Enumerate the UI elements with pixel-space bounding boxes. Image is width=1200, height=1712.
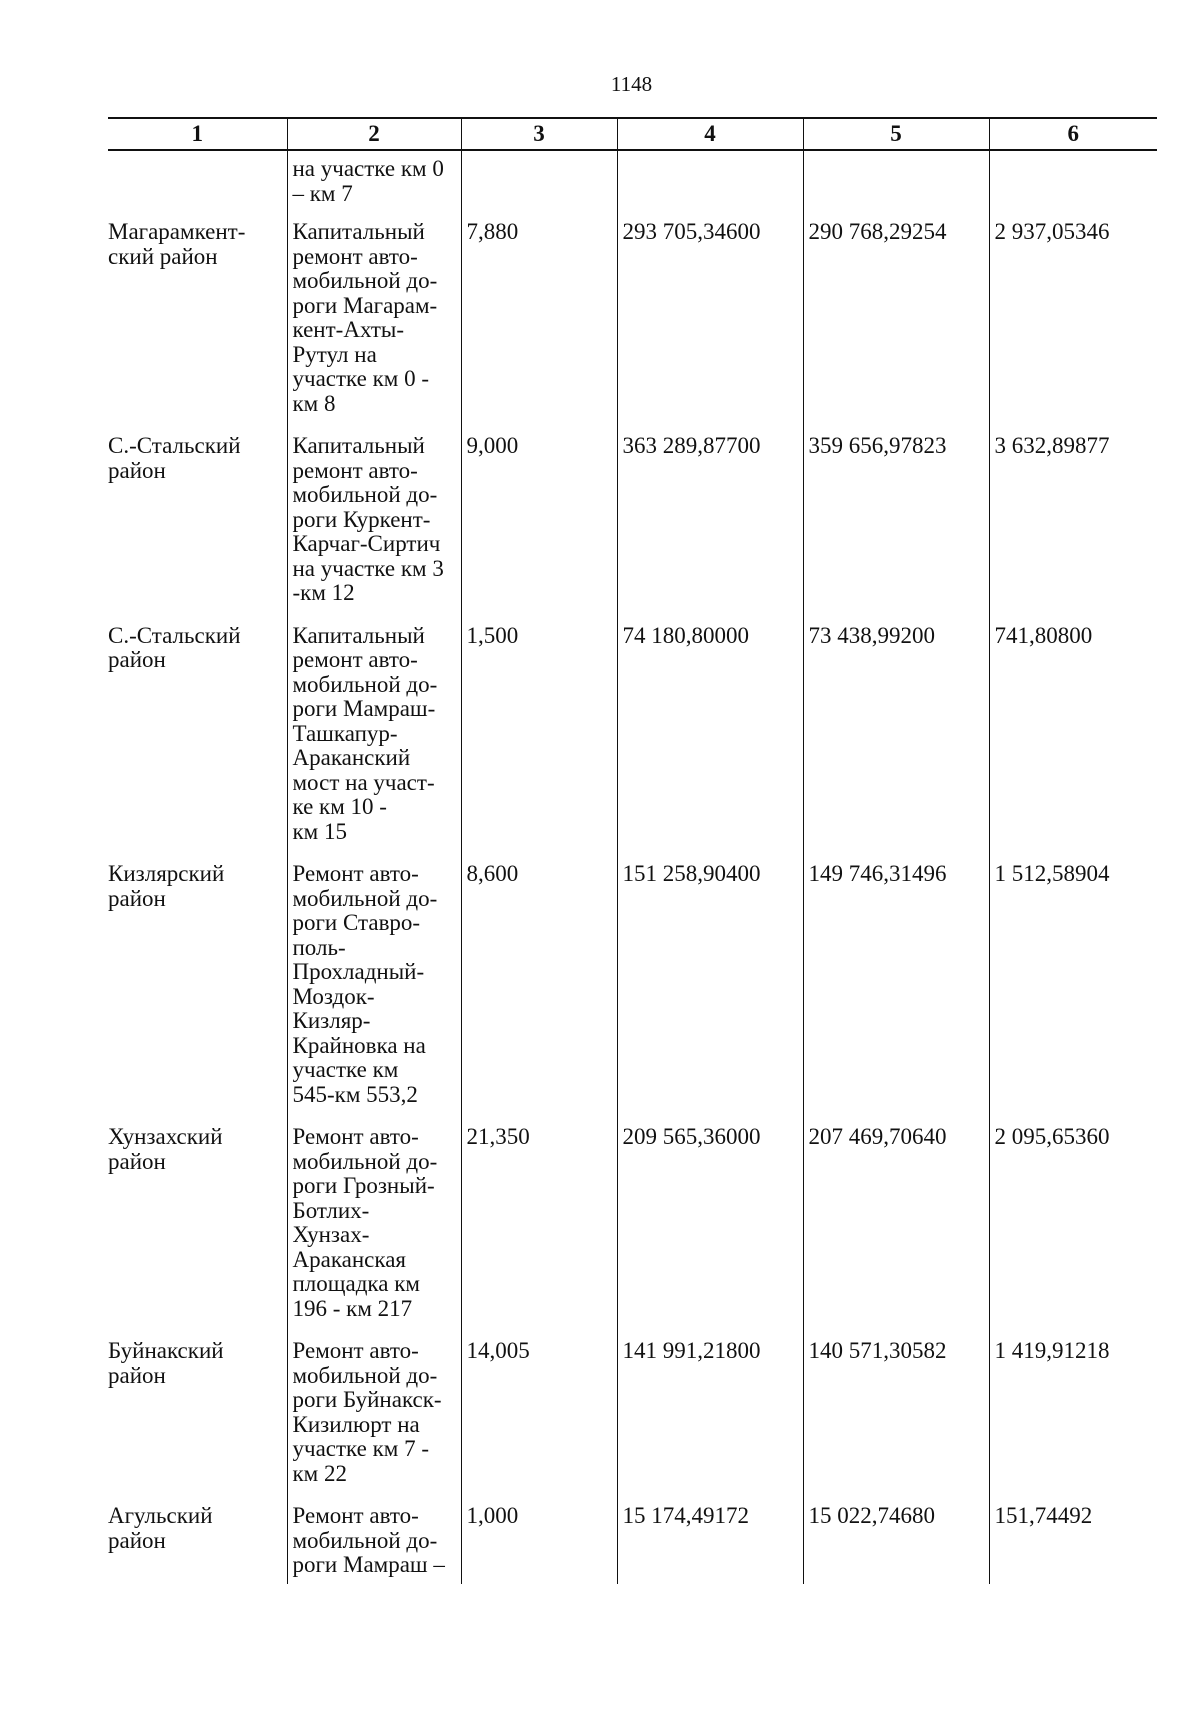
federal-cost-cell: 290 768,29254 <box>803 220 989 434</box>
length-cell: 9,000 <box>461 434 617 624</box>
total-cost-cell: 15 174,49172 <box>617 1504 803 1584</box>
description-cell: Ремонт авто- мобильной до- роги Буйнакск- Кизилюрт на участке км 7 - км 22 <box>287 1339 461 1504</box>
total-cost-cell: 363 289,87700 <box>617 434 803 624</box>
table-row <box>108 1339 1157 1504</box>
regional-cost-cell: 2 937,05346 <box>989 220 1157 434</box>
federal-cost-cell: 15 022,74680 <box>803 1504 989 1584</box>
total-cost-cell: 151 258,90400 <box>617 862 803 1125</box>
regional-cost-cell: 3 632,89877 <box>989 434 1157 624</box>
table-row <box>108 434 1157 624</box>
description-cell: Ремонт авто- мобильной до- роги Мамраш – <box>287 1504 461 1584</box>
total-cost-cell: 293 705,34600 <box>617 220 803 434</box>
column-header-4: 4 <box>617 118 803 150</box>
length-cell: 14,005 <box>461 1339 617 1504</box>
description-cell: Ремонт авто- мобильной до- роги Ставро- поль- Прохладный- Моздок- Кизляр- Крайновка на участке км 545-км 553,2 <box>287 862 461 1125</box>
description-cell: Капитальный ремонт авто- мобильной до- роги Мамраш- Ташкапур- Араканский мост на участ- ке км 10 - км 15 <box>287 624 461 863</box>
road-repair-table <box>108 117 1157 1584</box>
regional-cost-cell: 151,74492 <box>989 1504 1157 1584</box>
length-cell: 7,880 <box>461 220 617 434</box>
regional-cost-cell: 2 095,65360 <box>989 1125 1157 1339</box>
length-cell <box>461 150 617 220</box>
federal-cost-cell: 359 656,97823 <box>803 434 989 624</box>
page-number: 1148 <box>610 72 653 96</box>
length-cell: 1,000 <box>461 1504 617 1584</box>
total-cost-cell: 141 991,21800 <box>617 1339 803 1504</box>
district-cell: С.-Стальский район <box>108 434 241 483</box>
column-header-3: 3 <box>461 118 617 150</box>
district-cell <box>108 150 287 220</box>
federal-cost-cell: 73 438,99200 <box>803 624 989 863</box>
description-cell: на участке км 0 – км 7 <box>287 150 461 220</box>
district-cell: С.-Стальский район <box>108 623 241 672</box>
district-cell: Хунзахский район <box>108 1125 223 1174</box>
federal-cost-cell: 149 746,31496 <box>803 862 989 1125</box>
total-cost-cell: 209 565,36000 <box>617 1125 803 1339</box>
total-cost-cell <box>617 150 803 220</box>
district-cell: Кизлярский район <box>108 862 225 911</box>
table-row <box>108 1125 1157 1339</box>
regional-cost-cell <box>989 150 1157 220</box>
district-cell: Буйнакский район <box>108 1339 224 1388</box>
table-row <box>108 220 1157 434</box>
district-cell: Агульский район <box>108 1504 213 1553</box>
table-row <box>108 862 1157 1125</box>
description-cell: Ремонт авто- мобильной до- роги Грозный- Ботлих- Хунзах- Араканская площадка км 196 - км 217 <box>287 1125 461 1339</box>
column-header-1: 1 <box>108 118 287 150</box>
regional-cost-cell: 1 512,58904 <box>989 862 1157 1125</box>
federal-cost-cell: 207 469,70640 <box>803 1125 989 1339</box>
regional-cost-cell: 741,80800 <box>989 624 1157 863</box>
length-cell: 21,350 <box>461 1125 617 1339</box>
regional-cost-cell: 1 419,91218 <box>989 1339 1157 1504</box>
table-row <box>108 1504 1157 1584</box>
length-cell: 1,500 <box>461 624 617 863</box>
column-header-6: 6 <box>989 118 1157 150</box>
length-cell: 8,600 <box>461 862 617 1125</box>
district-cell: Магарамкент- ский район <box>108 220 246 269</box>
column-header-5: 5 <box>803 118 989 150</box>
description-cell: Капитальный ремонт авто- мобильной до- роги Магарам- кент-Ахты- Рутул на участке км 0 - км 8 <box>287 220 461 434</box>
description-cell: Капитальный ремонт авто- мобильной до- роги Куркент- Карчаг-Сиртич на участке км 3 -км 12 <box>287 434 461 624</box>
table-row <box>108 150 1157 220</box>
column-header-2: 2 <box>287 118 461 150</box>
total-cost-cell: 74 180,80000 <box>617 624 803 863</box>
table-header-row <box>108 118 1157 150</box>
federal-cost-cell: 140 571,30582 <box>803 1339 989 1504</box>
federal-cost-cell <box>803 150 989 220</box>
table-row <box>108 624 1157 863</box>
